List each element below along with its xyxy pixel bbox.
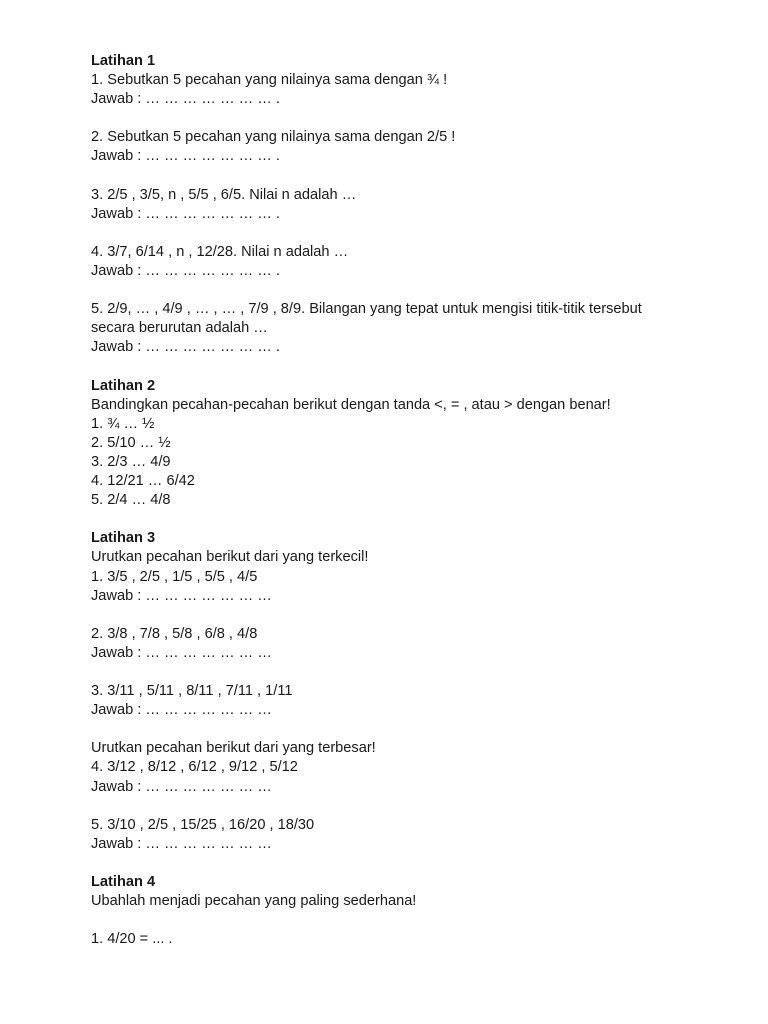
latihan-4-instruction: Ubahlah menjadi pecahan yang paling sederhana! (91, 893, 417, 910)
spacer (91, 911, 691, 930)
spacer (91, 224, 691, 243)
latihan-1-answer-2: Jawab : … … … … … … … . (91, 148, 280, 165)
latihan-2-item: 4. 12/21 … 6/42 (91, 473, 195, 490)
latihan-1-question-5-line-2: secara berurutan adalah … (91, 320, 268, 337)
latihan-1-answer-4: Jawab : … … … … … … … . (91, 263, 280, 280)
latihan-4-title: Latihan 4 (91, 874, 156, 891)
latihan-3-answer-2: Jawab : … … … … … … … (91, 644, 272, 661)
spacer (91, 797, 691, 816)
latihan-3-title: Latihan 3 (91, 530, 156, 547)
spacer (91, 663, 691, 682)
spacer (91, 510, 691, 529)
spacer (91, 358, 691, 377)
spacer (91, 281, 691, 300)
latihan-3-answer-3: Jawab : … … … … … … … (91, 702, 272, 719)
spacer (91, 606, 691, 625)
latihan-3-question-1: 1. 3/5 , 2/5 , 1/5 , 5/5 , 4/5 (91, 568, 258, 585)
latihan-3-question-4: 4. 3/12 , 8/12 , 6/12 , 9/12 , 5/12 (91, 759, 298, 776)
latihan-3-answer-1: Jawab : … … … … … … … (91, 587, 272, 604)
spacer (91, 854, 691, 873)
latihan-1-question-2: 2. Sebutkan 5 pecahan yang nilainya sama dengan 2/5 ! (91, 129, 456, 146)
latihan-1-question-3: 3. 2/5 , 3/5, n , 5/5 , 6/5. Nilai n adalah … (91, 186, 357, 203)
latihan-2-instruction: Bandingkan pecahan-pecahan berikut dengan tanda <, = , atau > dengan benar! (91, 396, 611, 413)
latihan-2-item: 3. 2/3 … 4/9 (91, 453, 171, 470)
latihan-2-title: Latihan 2 (91, 377, 156, 394)
latihan-3-instruction-largest: Urutkan pecahan berikut dari yang terbesar! (91, 740, 376, 757)
latihan-1-title: Latihan 1 (91, 53, 156, 69)
latihan-1-answer-1: Jawab : … … … … … … … . (91, 91, 280, 108)
latihan-1-answer-5: Jawab : … … … … … … … . (91, 339, 280, 356)
latihan-3-question-2: 2. 3/8 , 7/8 , 5/8 , 6/8 , 4/8 (91, 625, 258, 642)
latihan-3-question-3: 3. 3/11 , 5/11 , 8/11 , 7/11 , 1/11 (91, 683, 293, 700)
latihan-1-question-1: 1. Sebutkan 5 pecahan yang nilainya sama dengan ¾ ! (91, 72, 448, 89)
latihan-4-question-1: 1. 4/20 = ... . (91, 931, 173, 948)
latihan-2-item: 2. 5/10 … ½ (91, 434, 171, 451)
latihan-2-item: 1. ¾ … ½ (91, 415, 155, 432)
latihan-2-item: 5. 2/4 … 4/8 (91, 492, 171, 509)
spacer (91, 720, 691, 739)
latihan-1-question-5-line-1: 5. 2/9, … , 4/9 , … , … , 7/9 , 8/9. Bilangan yang tepat untuk mengisi titik-titik tersebut (91, 301, 642, 318)
worksheet-content (91, 52, 691, 949)
latihan-1-answer-3: Jawab : … … … … … … … . (91, 205, 280, 222)
latihan-1-question-4: 4. 3/7, 6/14 , n , 12/28. Nilai n adalah … (91, 243, 349, 260)
latihan-3-instruction-smallest: Urutkan pecahan berikut dari yang terkecil! (91, 549, 369, 566)
spacer (91, 167, 691, 186)
latihan-3-question-5: 5. 3/10 , 2/5 , 15/25 , 16/20 , 18/30 (91, 816, 315, 833)
spacer (91, 109, 691, 128)
latihan-3-answer-5: Jawab : … … … … … … … (91, 835, 272, 852)
latihan-3-answer-4: Jawab : … … … … … … … (91, 778, 272, 795)
